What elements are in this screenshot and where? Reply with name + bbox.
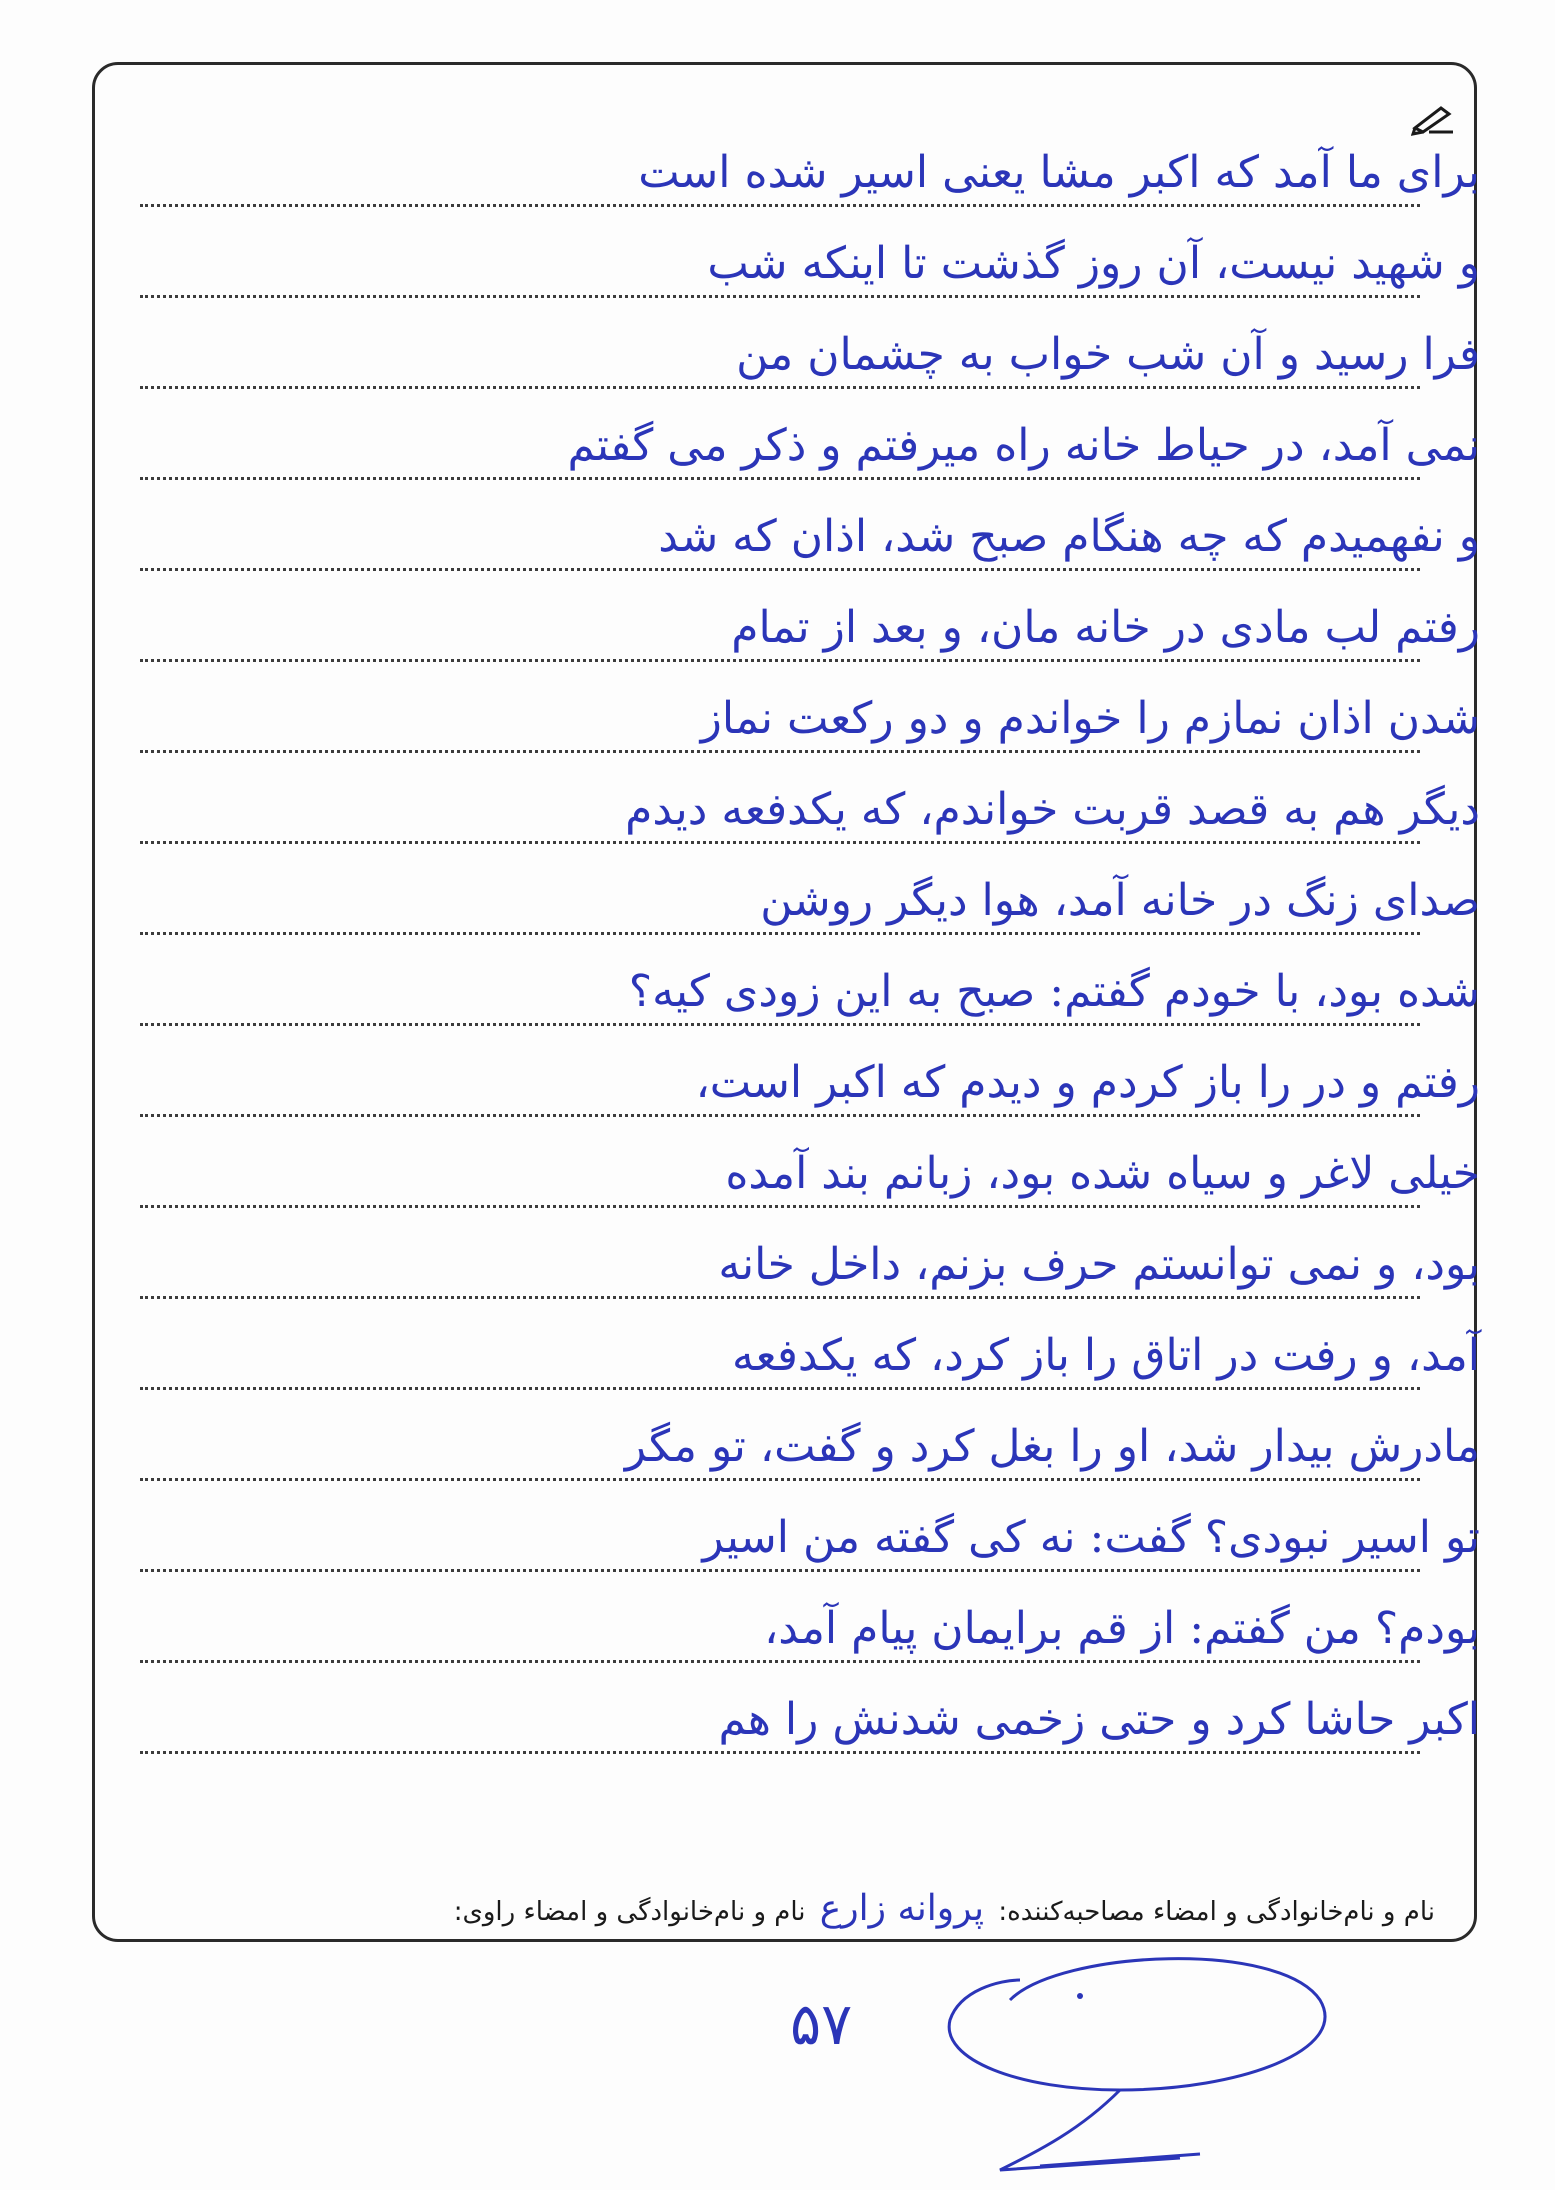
text-line <box>140 858 1480 949</box>
handwritten-line: نمی آمد، در حیاط خانه راه میرفتم و ذکر می گفتم <box>567 420 1480 471</box>
dotted-rule <box>140 750 1420 753</box>
dotted-rule <box>140 1569 1420 1572</box>
text-line <box>140 221 1480 312</box>
dotted-rule <box>140 386 1420 389</box>
dotted-rule <box>140 1023 1420 1026</box>
text-line <box>140 1313 1480 1404</box>
handwritten-line: رفتم لب مادی در خانه مان، و بعد از تمام <box>731 602 1480 653</box>
handwritten-line: دیگر هم به قصد قربت خواندم، که یکدفعه دیدم <box>625 784 1480 835</box>
dotted-rule <box>140 1751 1420 1754</box>
dotted-rule <box>140 1114 1420 1117</box>
text-line <box>140 403 1480 494</box>
handwritten-text-block <box>140 130 1480 1768</box>
dotted-rule <box>140 477 1420 480</box>
dotted-rule <box>140 295 1420 298</box>
page-number: ۵۷ <box>790 1990 853 2058</box>
text-line <box>140 585 1480 676</box>
dotted-rule <box>140 1387 1420 1390</box>
text-line <box>140 494 1480 585</box>
text-line <box>140 1040 1480 1131</box>
narrator-label: نام و نام‌خانوادگی و امضاء راوی: <box>453 1897 806 1927</box>
text-line <box>140 1677 1480 1768</box>
dotted-rule <box>140 932 1420 935</box>
text-line <box>140 1131 1480 1222</box>
signature <box>880 1940 1340 2180</box>
handwritten-line: خیلی لاغر و سیاه شده بود، زبانم بند آمده <box>725 1148 1480 1199</box>
text-line <box>140 1404 1480 1495</box>
handwritten-line: مادرش بیدار شد، او را بغل کرد و گفت، تو مگر <box>624 1421 1480 1472</box>
handwritten-line: صدای زنگ در خانه آمد، هوا دیگر روشن <box>760 875 1480 926</box>
dotted-rule <box>140 1660 1420 1663</box>
signature-footer <box>120 1888 1435 1929</box>
interviewer-label: نام و نام‌خانوادگی و امضاء مصاحبه‌کننده: <box>998 1897 1435 1927</box>
interviewer-name: پروانه زارع <box>819 1888 985 1929</box>
handwritten-line: و نفهمیدم که چه هنگام صبح شد، اذان که شد <box>658 511 1480 562</box>
handwritten-line: و شهید نیست، آن روز گذشت تا اینکه شب <box>707 238 1480 289</box>
handwritten-line: شدن اذان نمازم را خواندم و دو رکعت نماز <box>700 693 1480 744</box>
dotted-rule <box>140 659 1420 662</box>
handwritten-line: رفتم و در را باز کردم و دیدم که اکبر است، <box>695 1057 1480 1108</box>
text-line <box>140 1586 1480 1677</box>
handwritten-line: بود، و نمی توانستم حرف بزنم، داخل خانه <box>718 1239 1480 1290</box>
text-line <box>140 949 1480 1040</box>
dotted-rule <box>140 204 1420 207</box>
handwritten-line: اکبر حاشا کرد و حتی زخمی شدنش را هم <box>718 1694 1480 1745</box>
dotted-rule <box>140 1205 1420 1208</box>
dotted-rule <box>140 1296 1420 1299</box>
text-line <box>140 1495 1480 1586</box>
handwritten-line: فرا رسید و آن شب خواب به چشمان من <box>736 329 1480 380</box>
text-line <box>140 1222 1480 1313</box>
dotted-rule <box>140 1478 1420 1481</box>
dotted-rule <box>140 841 1420 844</box>
text-line <box>140 676 1480 767</box>
handwritten-line: برای ما آمد که اکبر مشا یعنی اسیر شده است <box>638 147 1480 198</box>
text-line <box>140 767 1480 858</box>
handwritten-line: تو اسیر نبودی؟ گفت: نه کی گفته من اسیر <box>702 1512 1480 1563</box>
text-line <box>140 312 1480 403</box>
handwritten-line: آمد، و رفت در اتاق را باز کرد، که یکدفعه <box>732 1330 1480 1381</box>
handwritten-line: شده بود، با خودم گفتم: صبح به این زودی کیه؟ <box>628 966 1480 1017</box>
dotted-rule <box>140 568 1420 571</box>
handwritten-line: بودم؟ من گفتم: از قم برایمان پیام آمد، <box>764 1603 1480 1654</box>
text-line <box>140 130 1480 221</box>
